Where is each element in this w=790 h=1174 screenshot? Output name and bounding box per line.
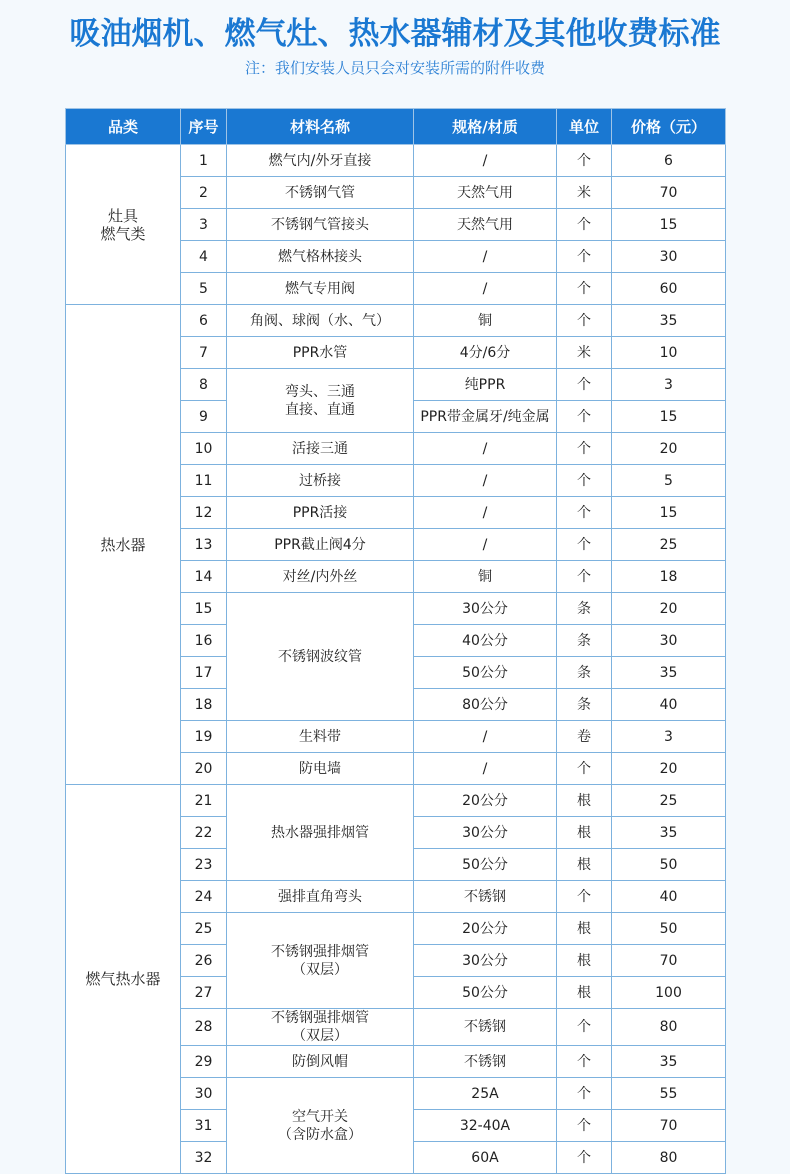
material-name-cell: 弯头、三通 直接、直通	[227, 369, 414, 433]
price-cell: 60	[612, 273, 726, 305]
spec-cell: 纯PPR	[414, 369, 557, 401]
unit-cell: 个	[557, 369, 612, 401]
number-cell: 11	[181, 465, 227, 497]
unit-cell: 个	[557, 209, 612, 241]
price-cell: 20	[612, 433, 726, 465]
material-name-cell: 不锈钢气管	[227, 177, 414, 209]
number-cell: 31	[181, 1110, 227, 1142]
unit-cell: 条	[557, 593, 612, 625]
spec-cell: /	[414, 273, 557, 305]
price-cell: 100	[612, 977, 726, 1009]
price-cell: 35	[612, 1046, 726, 1078]
price-cell: 3	[612, 721, 726, 753]
unit-cell: 根	[557, 785, 612, 817]
spec-cell: 天然气用	[414, 209, 557, 241]
material-name-cell: 生料带	[227, 721, 414, 753]
unit-cell: 个	[557, 305, 612, 337]
number-cell: 7	[181, 337, 227, 369]
number-cell: 2	[181, 177, 227, 209]
table-row	[66, 785, 726, 817]
price-cell: 40	[612, 689, 726, 721]
unit-cell: 个	[557, 433, 612, 465]
price-cell: 30	[612, 625, 726, 657]
number-cell: 8	[181, 369, 227, 401]
unit-cell: 个	[557, 273, 612, 305]
material-name-cell: PPR水管	[227, 337, 414, 369]
price-cell: 70	[612, 1110, 726, 1142]
number-cell: 28	[181, 1009, 227, 1046]
number-cell: 9	[181, 401, 227, 433]
price-table	[65, 108, 726, 1174]
material-name-cell: PPR截止阀4分	[227, 529, 414, 561]
material-name-cell: 燃气格林接头	[227, 241, 414, 273]
spec-cell: /	[414, 145, 557, 177]
unit-cell: 条	[557, 689, 612, 721]
spec-cell: 30公分	[414, 593, 557, 625]
spec-cell: 30公分	[414, 945, 557, 977]
unit-cell: 个	[557, 1142, 612, 1174]
material-name-cell: 强排直角弯头	[227, 881, 414, 913]
number-cell: 3	[181, 209, 227, 241]
spec-cell: 20公分	[414, 785, 557, 817]
number-cell: 16	[181, 625, 227, 657]
material-name-cell: 防电墙	[227, 753, 414, 785]
unit-cell: 个	[557, 1078, 612, 1110]
spec-cell: /	[414, 753, 557, 785]
material-name-cell: 空气开关 （含防水盒）	[227, 1078, 414, 1174]
spec-cell: 铜	[414, 305, 557, 337]
unit-cell: 个	[557, 561, 612, 593]
unit-cell: 根	[557, 817, 612, 849]
price-cell: 25	[612, 529, 726, 561]
category-cell: 热水器	[66, 305, 181, 785]
number-cell: 19	[181, 721, 227, 753]
price-cell: 35	[612, 305, 726, 337]
spec-cell: 不锈钢	[414, 1046, 557, 1078]
table-header-row	[66, 109, 726, 145]
unit-cell: 条	[557, 625, 612, 657]
unit-cell: 米	[557, 177, 612, 209]
price-cell: 6	[612, 145, 726, 177]
spec-cell: 铜	[414, 561, 557, 593]
page-title: 吸油烟机、燃气灶、热水器辅材及其他收费标准	[69, 16, 721, 52]
spec-cell: 60A	[414, 1142, 557, 1174]
number-cell: 4	[181, 241, 227, 273]
price-cell: 50	[612, 913, 726, 945]
price-cell: 70	[612, 945, 726, 977]
number-cell: 24	[181, 881, 227, 913]
material-name-cell: 活接三通	[227, 433, 414, 465]
number-cell: 20	[181, 753, 227, 785]
unit-cell: 个	[557, 497, 612, 529]
material-name-cell: 不锈钢波纹管	[227, 593, 414, 721]
number-cell: 5	[181, 273, 227, 305]
spec-cell: 25A	[414, 1078, 557, 1110]
number-cell: 29	[181, 1046, 227, 1078]
unit-cell: 条	[557, 657, 612, 689]
number-cell: 27	[181, 977, 227, 1009]
material-name-cell: 燃气内/外牙直接	[227, 145, 414, 177]
number-cell: 6	[181, 305, 227, 337]
header-material-name: 材料名称	[227, 109, 414, 145]
unit-cell: 米	[557, 337, 612, 369]
price-cell: 10	[612, 337, 726, 369]
header-unit: 单位	[557, 109, 612, 145]
number-cell: 1	[181, 145, 227, 177]
unit-cell: 个	[557, 241, 612, 273]
spec-cell: /	[414, 529, 557, 561]
number-cell: 32	[181, 1142, 227, 1174]
price-cell: 20	[612, 593, 726, 625]
number-cell: 25	[181, 913, 227, 945]
price-cell: 80	[612, 1009, 726, 1046]
material-name-cell: 过桥接	[227, 465, 414, 497]
spec-cell: 30公分	[414, 817, 557, 849]
header-number: 序号	[181, 109, 227, 145]
unit-cell: 个	[557, 753, 612, 785]
table-row	[66, 305, 726, 337]
material-name-cell: 不锈钢强排烟管 （双层）	[227, 913, 414, 1009]
price-cell: 15	[612, 497, 726, 529]
spec-cell: /	[414, 465, 557, 497]
price-cell: 15	[612, 209, 726, 241]
price-cell: 20	[612, 753, 726, 785]
unit-cell: 卷	[557, 721, 612, 753]
page-note: 注：我们安装人员只会对安装所需的附件收费	[244, 59, 545, 77]
price-cell: 3	[612, 369, 726, 401]
material-name-cell: 对丝/内外丝	[227, 561, 414, 593]
unit-cell: 个	[557, 529, 612, 561]
number-cell: 14	[181, 561, 227, 593]
spec-cell: 40公分	[414, 625, 557, 657]
price-cell: 35	[612, 657, 726, 689]
material-name-cell: 不锈钢气管接头	[227, 209, 414, 241]
price-cell: 70	[612, 177, 726, 209]
spec-cell: 32-40A	[414, 1110, 557, 1142]
unit-cell: 根	[557, 977, 612, 1009]
spec-cell: /	[414, 721, 557, 753]
spec-cell: 20公分	[414, 913, 557, 945]
number-cell: 22	[181, 817, 227, 849]
number-cell: 30	[181, 1078, 227, 1110]
price-cell: 15	[612, 401, 726, 433]
spec-cell: 50公分	[414, 657, 557, 689]
spec-cell: 天然气用	[414, 177, 557, 209]
spec-cell: 50公分	[414, 977, 557, 1009]
price-cell: 18	[612, 561, 726, 593]
number-cell: 10	[181, 433, 227, 465]
category-cell: 燃气热水器	[66, 785, 181, 1174]
number-cell: 17	[181, 657, 227, 689]
spec-cell: /	[414, 497, 557, 529]
price-cell: 40	[612, 881, 726, 913]
number-cell: 13	[181, 529, 227, 561]
material-name-cell: PPR活接	[227, 497, 414, 529]
price-cell: 25	[612, 785, 726, 817]
price-cell: 55	[612, 1078, 726, 1110]
number-cell: 23	[181, 849, 227, 881]
price-cell: 80	[612, 1142, 726, 1174]
header-price: 价格（元）	[612, 109, 726, 145]
category-cell: 灶具 燃气类	[66, 145, 181, 305]
spec-cell: 80公分	[414, 689, 557, 721]
material-name-cell: 防倒风帽	[227, 1046, 414, 1078]
unit-cell: 个	[557, 465, 612, 497]
unit-cell: 个	[557, 1110, 612, 1142]
header-spec: 规格/材质	[414, 109, 557, 145]
number-cell: 12	[181, 497, 227, 529]
header-category: 品类	[66, 109, 181, 145]
spec-cell: 不锈钢	[414, 881, 557, 913]
price-cell: 5	[612, 465, 726, 497]
unit-cell: 个	[557, 1009, 612, 1046]
material-name-cell: 不锈钢强排烟管 （双层）	[227, 1009, 414, 1046]
material-name-cell: 热水器强排烟管	[227, 785, 414, 881]
unit-cell: 个	[557, 401, 612, 433]
unit-cell: 根	[557, 849, 612, 881]
unit-cell: 个	[557, 881, 612, 913]
spec-cell: PPR带金属牙/纯金属	[414, 401, 557, 433]
number-cell: 26	[181, 945, 227, 977]
price-cell: 35	[612, 817, 726, 849]
price-cell: 50	[612, 849, 726, 881]
material-name-cell: 角阀、球阀（水、气）	[227, 305, 414, 337]
spec-cell: 50公分	[414, 849, 557, 881]
unit-cell: 个	[557, 145, 612, 177]
unit-cell: 根	[557, 913, 612, 945]
spec-cell: /	[414, 433, 557, 465]
spec-cell: 4分/6分	[414, 337, 557, 369]
spec-cell: 不锈钢	[414, 1009, 557, 1046]
number-cell: 15	[181, 593, 227, 625]
spec-cell: /	[414, 241, 557, 273]
unit-cell: 根	[557, 945, 612, 977]
number-cell: 21	[181, 785, 227, 817]
price-cell: 30	[612, 241, 726, 273]
table-row	[66, 145, 726, 177]
material-name-cell: 燃气专用阀	[227, 273, 414, 305]
unit-cell: 个	[557, 1046, 612, 1078]
number-cell: 18	[181, 689, 227, 721]
